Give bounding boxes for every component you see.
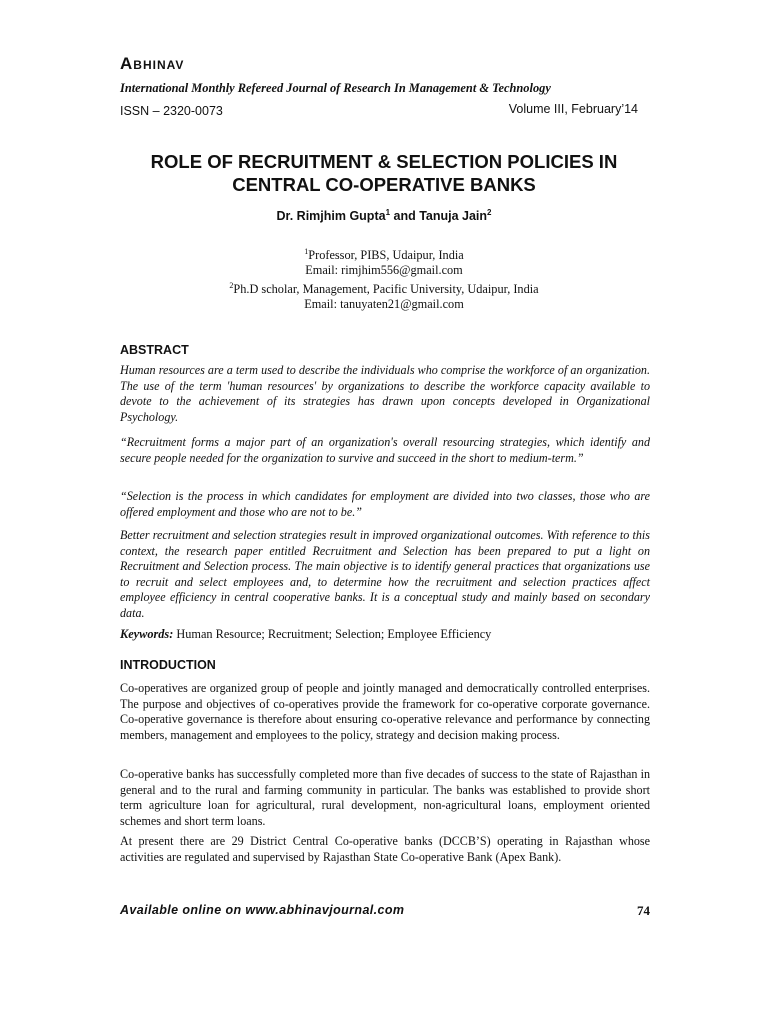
affiliation-sup: 2 (229, 281, 234, 291)
issn-number: ISSN – 2320-0073 (120, 104, 223, 118)
affiliations (110, 244, 658, 312)
article-title (110, 150, 658, 196)
abstract-paragraph-2: Better recruitment and selection strategies result in improved organizational outcomes. With reference to this context, the research paper entitled Recruitment and Selection has been prepared to put a light on Recruitment and Selection process. The main objective is to identify general practices that organizations use to recruit and select employees and, to determine how the recruitment and selection practices affect employee efficiency in central cooperative banks. It is a conceptual study and mainly based on secondary data. (120, 528, 650, 620)
abstract-heading: ABSTRACT (120, 343, 189, 357)
keywords-line (120, 627, 650, 642)
affiliation-line (110, 244, 658, 263)
author-2-sup: 2 (487, 208, 492, 217)
affiliation-text: Professor, PIBS, Udaipur, India (308, 248, 464, 263)
footer-online-link[interactable]: Available online on www.abhinavjournal.com (120, 903, 405, 917)
introduction-paragraph-2: Co-operative banks has successfully completed more than five decades of success to the state of Rajasthan in general and to the rural and farming community in particular. The banks was established to provide short term agriculture loan for agricultural, rural development, non-agricultural loans, employment oriented schemes and short term loans. (120, 767, 650, 828)
journal-subtitle: International Monthly Refereed Journal of Research In Management & Technology (120, 81, 551, 95)
affiliation-line (110, 278, 658, 297)
title-line-1: ROLE OF RECRUITMENT & SELECTION POLICIES IN (150, 151, 618, 172)
introduction-heading: INTRODUCTION (120, 658, 216, 672)
introduction-paragraph-1: Co-operatives are organized group of people and jointly managed and democratically controlled enterprises. The purpose and objectives of co-operatives provide the framework for co-operative corporate governance. Co-operative governance is therefore about ensuring co-operative relevance and performance by connecting members, management and employees to the policy, strategy and decision making process. (120, 681, 650, 742)
affiliation-line (110, 263, 658, 278)
affiliation-sup: 1 (304, 247, 309, 256)
affiliation-text: Ph.D scholar, Management, Pacific University, Udaipur, India (233, 282, 539, 297)
affiliation-email: Email: tanuyaten21@gmail.com (304, 297, 464, 312)
author-2: Tanuja Jain (419, 209, 488, 224)
affiliation-email: Email: rimjhim556@gmail.com (305, 263, 463, 278)
page-number: 74 (637, 903, 650, 918)
affiliation-line (110, 297, 658, 312)
author-1: Dr. Rimjhim Gupta (276, 209, 386, 224)
keywords-text: Human Resource; Recruitment; Selection; Employee Efficiency (173, 627, 492, 641)
abstract-quote-recruitment: “Recruitment forms a major part of an organization's overall resourcing strategies, which identify and secure people needed for the organization to survive and succeed in the short to medium-term.” (120, 435, 650, 465)
author-1-sup: 1 (385, 208, 391, 217)
author-conjunction: and (390, 209, 420, 224)
volume-info: Volume III, February’14 (508, 102, 638, 116)
introduction-paragraph-3: At present there are 29 District Central Co-operative banks (DCCB’S) operating in Rajasthan whose activities are regulated and supervised by Rajasthan State Co-operative Bank (Apex Bank). (120, 834, 650, 864)
keywords-label: Keywords: (120, 627, 174, 641)
journal-name: Abhinav (120, 54, 185, 73)
abstract-quote-selection: “Selection is the process in which candidates for employment are divided into two classes, those who are offered employment and those who are not to be.” (120, 489, 650, 519)
abstract-paragraph-1: Human resources are a term used to describe the individuals who comprise the workforce of an organization. The use of the term 'human resources' by organizations to describe the workforce capacity available to devote to the achievement of its strategies has drawn upon concepts developed in Organizational Psychology. (120, 363, 650, 424)
title-line-2: CENTRAL CO-OPERATIVE BANKS (232, 174, 536, 195)
author-list (110, 208, 658, 223)
